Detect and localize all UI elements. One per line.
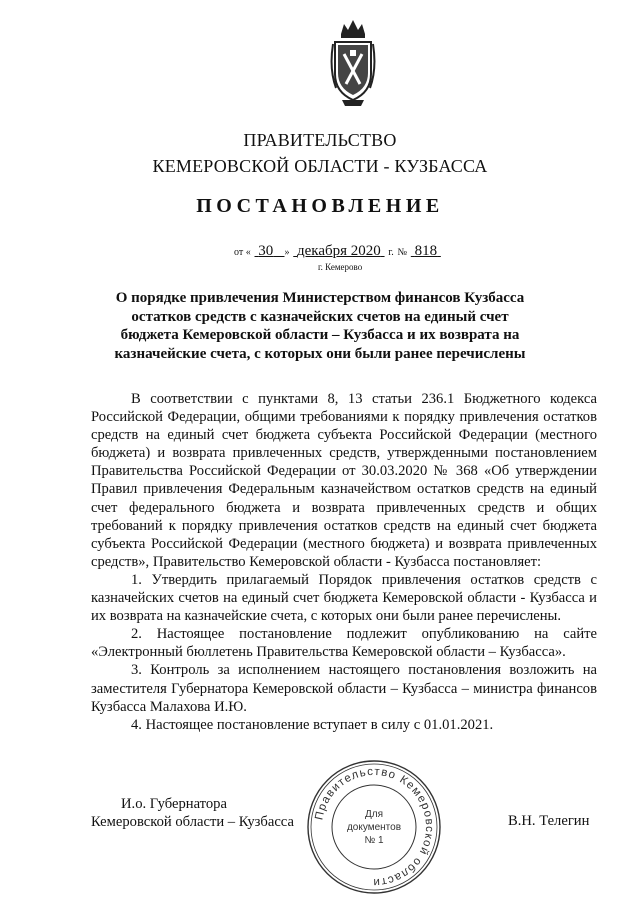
document-body xyxy=(91,390,597,734)
signatory-position xyxy=(91,795,294,831)
resolution-item-4: 4. Настоящее постановление вступает в силу с 01.01.2021. xyxy=(131,716,494,733)
coat-of-arms-icon xyxy=(328,14,378,110)
subject-line: бюджета Кемеровской области – Кузбасса и их возврата на xyxy=(120,327,520,343)
official-stamp xyxy=(304,757,444,897)
government-title-line2: КЕМЕРОВСКОЙ ОБЛАСТИ - КУЗБАССА xyxy=(152,156,488,176)
signatory-position-line1: И.о. Губернатора xyxy=(121,796,227,812)
document-number: 818 xyxy=(414,243,438,259)
document-type-title: ПОСТАНОВЛЕНИЕ xyxy=(196,195,444,217)
resolution-item-2: 2. Настоящее постановление подлежит опубликованию на сайте «Электронный бюллетень Правительства Кемеровской области – Кузбасса». xyxy=(91,626,597,661)
subject-line: остатков средств с казначейских счетов на единый счет xyxy=(131,308,509,325)
resolution-item-1: 1. Утвердить прилагаемый Порядок привлечения остатков средств с казначейских счетов на единый счет бюджета Кемеровской области - Кузбасса и их возврата на казначейские счета, с которых они были ранее перечислены. xyxy=(91,571,597,625)
signatory-position-line2: Кемеровской области – Кузбасса xyxy=(91,814,294,830)
stamp-center-line1: Для xyxy=(364,809,384,820)
date-line xyxy=(234,243,441,260)
subject-line: казначейские счета, с которых они были ранее перечислены xyxy=(114,345,526,362)
government-title-line1: ПРАВИТЕЛЬСТВО xyxy=(243,130,397,150)
stamp-center-line2: документов xyxy=(346,822,402,833)
number-sign: № xyxy=(397,247,408,258)
stamp-ring-text: Правительство Кемеровской области xyxy=(313,765,436,889)
date-day: 30 xyxy=(258,243,274,259)
document-subject xyxy=(100,289,540,363)
preamble-paragraph: В соответствии с пунктами 8, 13 статьи 236.1 Бюджетного кодекса Российской Федерации, общими требованиями к порядку привлечения остатков средств на единый счет бюджета субъекта Российской Федерации (местного бюджета) и возврата привлеченных средств, утвержденными постановлением Правительства Российской Федерации от 30.03.2020 № 368 «Об утверждении Правил привлечения Федеральным казначейством остатков средств на единый счет федерального бюджета и возврата привлеченных средств и общих требований к порядку привлечения остатков средств на единый счет бюджета субъекта Российской Федерации (местного бюджета) и возврата привлеченных средств», Правительство Кемеровской области - Кузбасса постановляет: xyxy=(91,391,597,570)
date-prefix: от « xyxy=(234,247,251,258)
resolution-item-3: 3. Контроль за исполнением настоящего постановления возложить на заместителя Губернатора Кемеровской области – Кузбасса – министра финансов Кузбасса Малахова И.Ю. xyxy=(91,662,597,715)
stamp-center-line3: № 1 xyxy=(364,835,384,846)
signatory-name: В.Н. Телегин xyxy=(508,813,590,829)
date-mid: » xyxy=(284,247,290,258)
city-label: г. Кемерово xyxy=(318,262,363,272)
date-month-year: декабря 2020 xyxy=(297,243,381,259)
subject-line: О порядке привлечения Министерством финансов Кузбасса xyxy=(115,290,525,306)
date-year-suffix: г. xyxy=(388,247,394,258)
